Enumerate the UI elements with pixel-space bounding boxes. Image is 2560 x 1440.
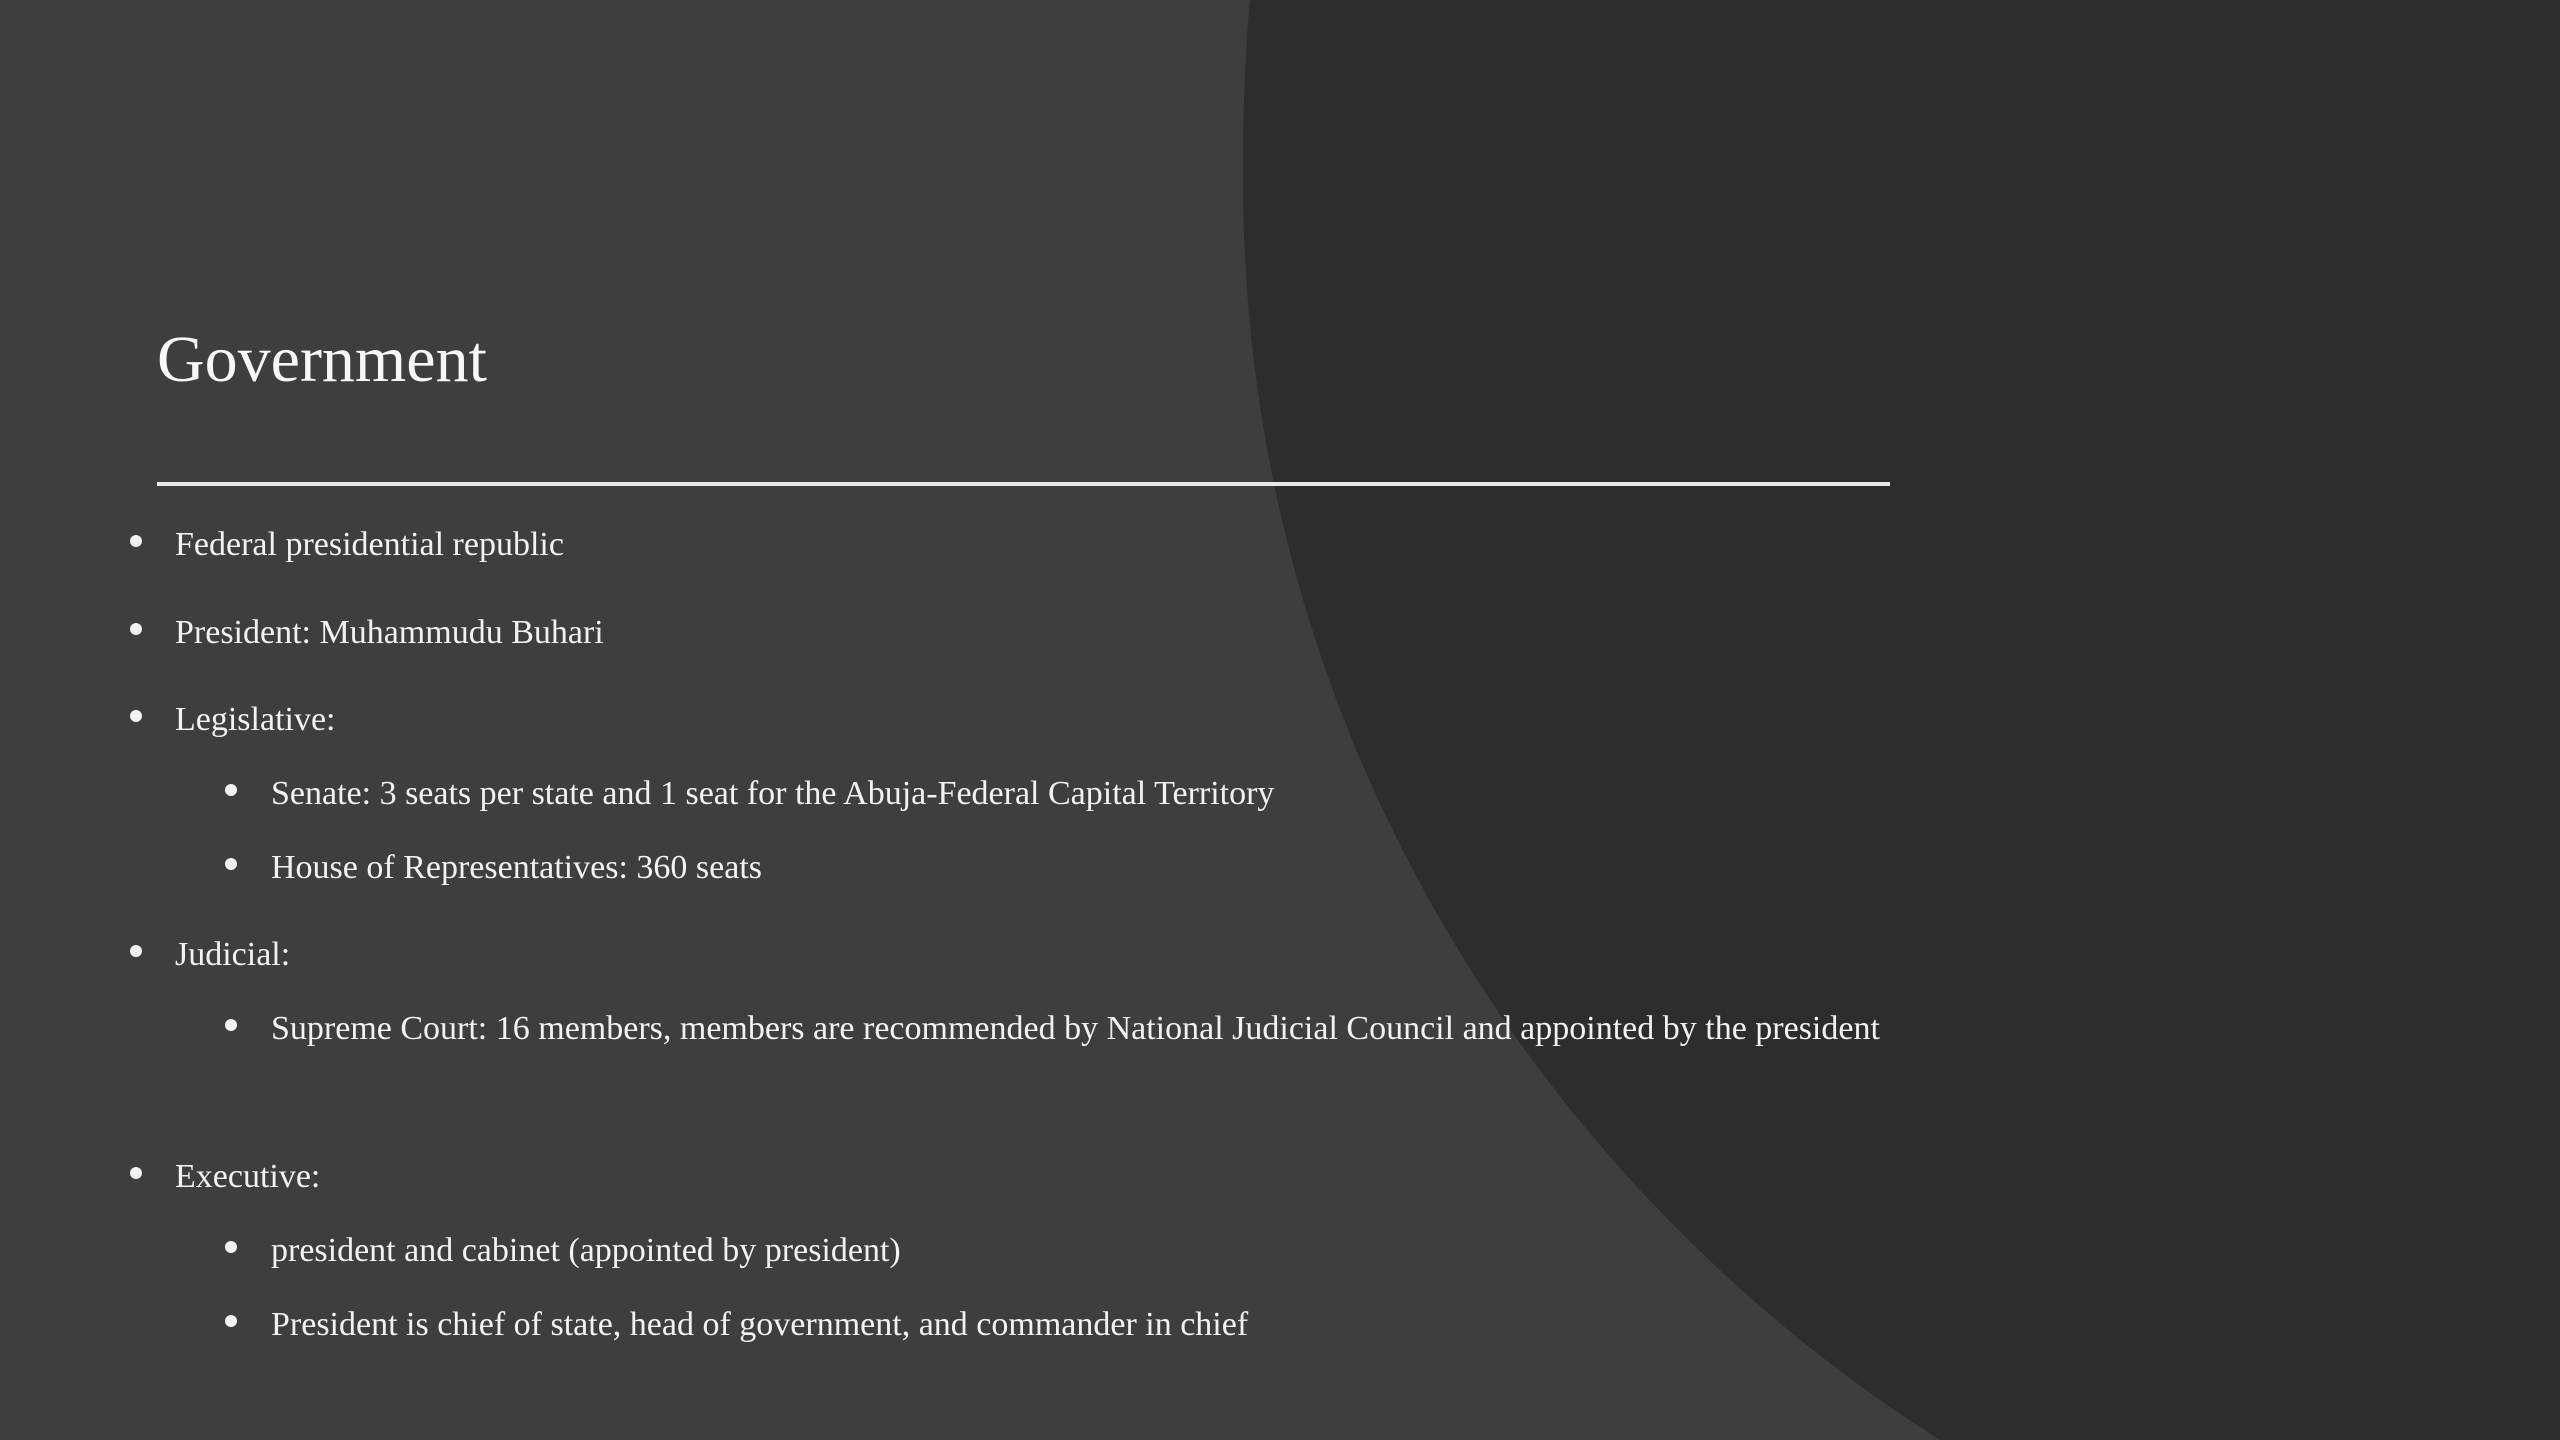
bullet-item — [175, 690, 336, 750]
bullet-icon — [130, 535, 142, 547]
bullet-text: Senate: 3 seats per state and 1 seat for the Abuja-Federal Capital Territory — [271, 775, 1275, 812]
bullet-item — [175, 925, 290, 985]
bullet-icon — [225, 1019, 237, 1031]
bullet-icon — [130, 1167, 142, 1179]
sub-bullet-item — [271, 999, 1891, 1059]
bullet-item — [175, 515, 564, 575]
bullet-text: Legislative: — [175, 701, 336, 738]
bullet-text: Executive: — [175, 1158, 321, 1195]
sub-bullet-item — [271, 838, 762, 898]
bullet-text: President: Muhammudu Buhari — [175, 614, 604, 651]
bullet-icon — [225, 858, 237, 870]
sub-bullet-item — [271, 1221, 901, 1281]
bullet-text: Federal presidential republic — [175, 526, 564, 563]
sub-bullet-item — [271, 1295, 1248, 1355]
bullet-icon — [130, 945, 142, 957]
slide-title: Government — [157, 323, 487, 396]
bullet-text: Supreme Court: 16 members, members are recommended by National Judicial Council and appointed by the president — [271, 1010, 1880, 1047]
bullet-text: Judicial: — [175, 936, 291, 973]
bullet-icon — [130, 623, 142, 635]
bullet-icon — [225, 784, 237, 796]
bullet-icon — [130, 710, 142, 722]
bullet-text: President is chief of state, head of government, and commander in chief — [271, 1306, 1249, 1343]
bullet-text: president and cabinet (appointed by president) — [271, 1232, 901, 1269]
bullet-text: House of Representatives: 360 seats — [271, 849, 762, 886]
bullet-icon — [225, 1315, 237, 1327]
bullet-item — [175, 1147, 320, 1207]
bullet-item — [175, 603, 604, 663]
sub-bullet-item — [271, 764, 1274, 824]
bullet-icon — [225, 1241, 237, 1253]
